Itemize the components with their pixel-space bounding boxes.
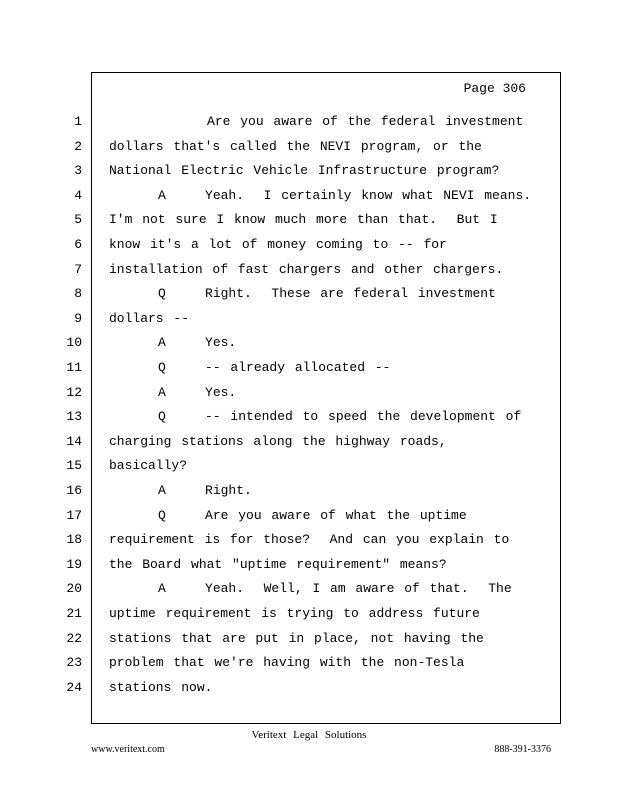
line-number: 3: [74, 163, 82, 179]
line-number: 6: [74, 237, 82, 252]
footer-website: www.veritext.com: [91, 744, 165, 755]
line-number: 5: [74, 212, 82, 228]
line-text: Q Right. These are federal investment: [109, 286, 496, 302]
transcript-line: [0, 680, 560, 704]
transcript-line: [0, 409, 560, 433]
line-text: installation of fast chargers and other chargers.: [109, 261, 504, 277]
transcript-line: [0, 631, 560, 655]
footer-phone: 888-391-3376: [494, 744, 551, 755]
line-text: A Yes.: [109, 335, 237, 351]
line-text: Q -- intended to speed the development of: [109, 409, 522, 425]
transcript-line: [0, 335, 560, 359]
line-number: 7: [74, 261, 82, 277]
line-number: 1: [74, 114, 82, 129]
transcript-line: [0, 212, 560, 236]
line-number: 24: [66, 679, 82, 695]
line-text: Q Are you aware of what the uptime: [109, 507, 467, 523]
transcript-line: [0, 385, 560, 409]
line-number: 12: [66, 384, 82, 400]
line-text: A Yeah. Well, I am aware of that. The: [109, 581, 512, 597]
transcript-line: [0, 237, 560, 261]
line-number: 19: [66, 556, 82, 572]
line-text: A Yes.: [109, 384, 237, 400]
line-number: 17: [66, 507, 82, 523]
transcript-line: [0, 557, 560, 581]
transcript-line: [0, 483, 560, 507]
transcript-line: [0, 458, 560, 482]
transcript-line: [0, 139, 560, 163]
transcript-line: [0, 606, 560, 630]
line-text: problem that we're having with the non-Tesla: [109, 655, 465, 671]
line-number: 20: [66, 581, 82, 597]
line-number: 21: [66, 606, 82, 621]
line-number: 2: [74, 138, 82, 154]
line-text: dollars --: [109, 310, 190, 326]
line-number: 23: [66, 655, 82, 671]
line-text: uptime requirement is trying to address future: [109, 606, 480, 621]
transcript-line: [0, 655, 560, 679]
line-text: requirement is for those? And can you explain to: [109, 532, 510, 548]
line-text: I'm not sure I know much more than that. But I: [109, 212, 498, 228]
line-text: Q -- already allocated --: [109, 360, 391, 375]
transcript-line: [0, 286, 560, 310]
line-text: basically?: [109, 458, 188, 474]
line-number: 13: [66, 409, 82, 425]
line-number: 22: [66, 630, 82, 646]
line-number: 15: [66, 458, 82, 474]
line-text: charging stations along the highway roads,: [109, 433, 447, 449]
line-text: stations now.: [109, 679, 213, 695]
line-text: the Board what "uptime requirement" means?: [109, 556, 447, 572]
line-number: 18: [66, 532, 82, 548]
footer-company: Veritext Legal Solutions: [251, 729, 367, 741]
line-text: dollars that's called the NEVI program, or the: [109, 138, 482, 154]
line-number: 8: [74, 286, 82, 302]
transcript-line: [0, 188, 560, 212]
line-text: National Electric Vehicle Infrastructure program?: [109, 163, 500, 179]
line-number: 11: [66, 360, 82, 375]
line-number: 10: [66, 335, 82, 351]
transcript-line: [0, 360, 560, 384]
transcript-line: [0, 163, 560, 187]
transcript-line: [0, 262, 560, 286]
line-text: A Yeah. I certainly know what NEVI means.: [109, 187, 532, 203]
line-number: 14: [66, 433, 82, 449]
line-number: 4: [74, 187, 82, 203]
line-text: know it's a lot of money coming to -- for: [109, 237, 447, 252]
line-number: 9: [74, 310, 82, 326]
line-text: Are you aware of the federal investment: [109, 114, 524, 129]
line-number: 16: [66, 483, 82, 498]
line-text: stations that are put in place, not having the: [109, 630, 484, 646]
transcript-line: [0, 434, 560, 458]
transcript-line: [0, 532, 560, 556]
page-number: Page 306: [463, 81, 526, 96]
transcript-line: [0, 114, 560, 138]
transcript-line: [0, 311, 560, 335]
line-text: A Right.: [109, 483, 252, 498]
transcript-line: [0, 508, 560, 532]
transcript-line: [0, 581, 560, 605]
